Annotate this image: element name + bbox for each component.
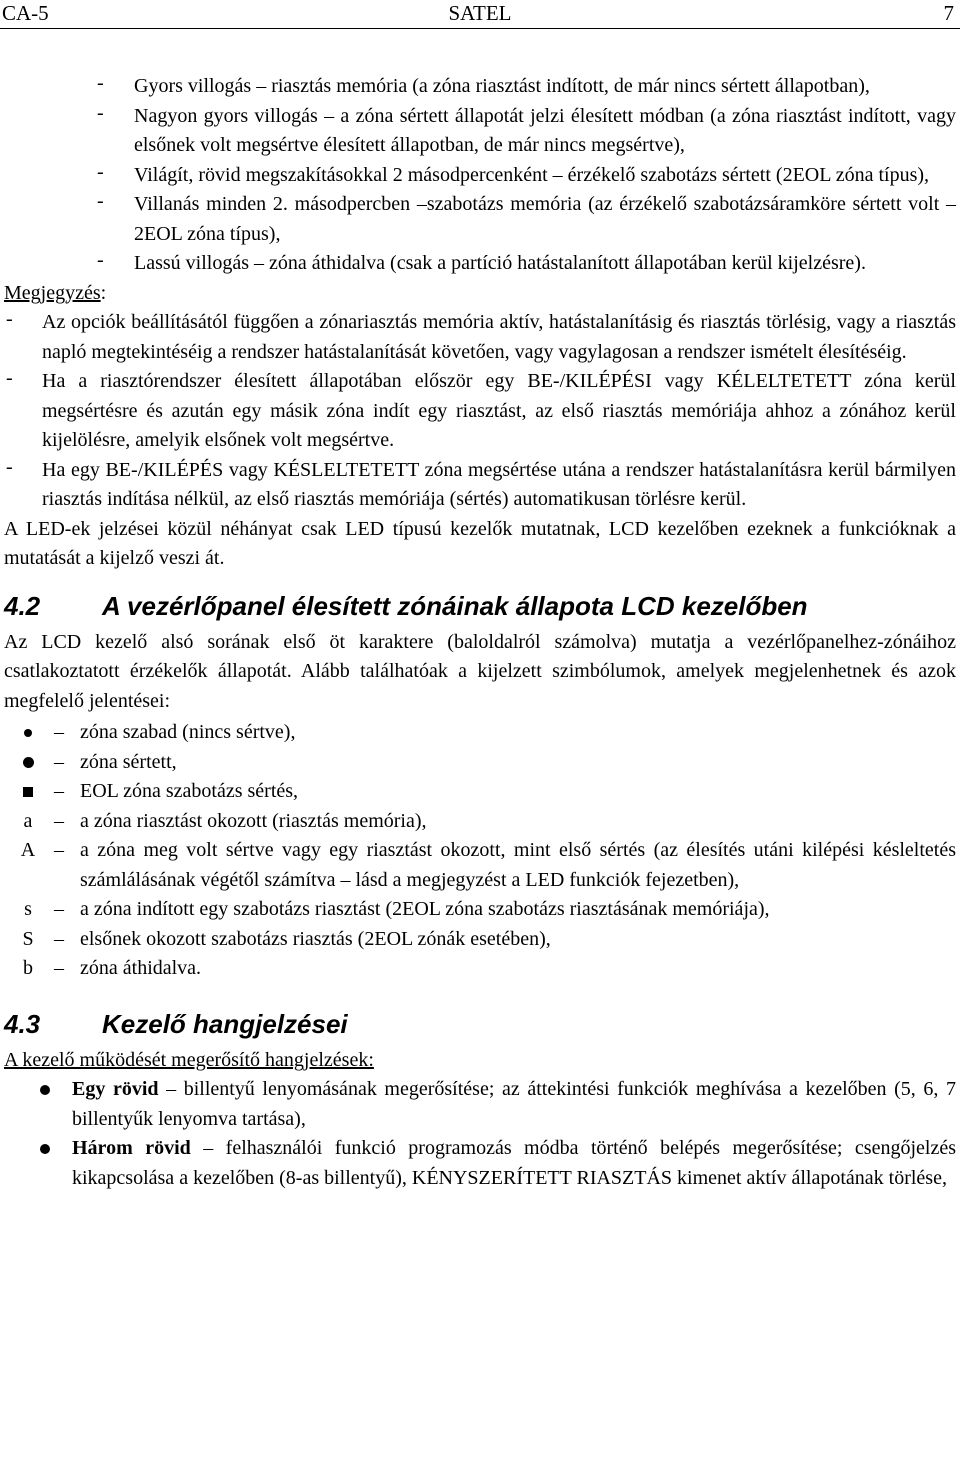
dash-marker: – — [54, 839, 64, 861]
header-page-number: 7 — [943, 1, 954, 25]
dash-marker: - — [6, 367, 13, 389]
note-item-text: Az opciók beállításától függően a zónariasztás memória aktív, hatástalanításig és riasztás törlésig, vagy a riasztás napló megtekintéséig a rendszer hatástalanítását követően, vagy vagylagosan a rendszer ismételt élesítéséig. — [42, 311, 956, 363]
dash-marker: – — [54, 957, 64, 979]
symbol-row — [4, 777, 956, 807]
page-header — [0, 0, 960, 29]
square-icon — [23, 787, 33, 797]
symbol-letter: S — [22, 927, 34, 950]
section-4-3-subtitle: A kezelő működését megerősítő hangjelzések: — [4, 1048, 374, 1071]
dash-marker: - — [97, 101, 104, 124]
symbol-row — [4, 748, 956, 778]
bullet-icon — [40, 1144, 50, 1154]
dash-marker: - — [97, 190, 104, 212]
symbol-glyph — [4, 777, 52, 807]
symbol-row — [4, 925, 956, 955]
symbol-row — [4, 954, 956, 984]
symbol-meaning: a zóna meg volt sértve vagy egy riasztást okozott, mint első sértés (az élesítés utáni kilépési késleltetés számlálásának végétől számítva – lásd a megjegyzést a LED funkciók fejezetben), — [80, 839, 956, 891]
small-dot-icon — [24, 729, 32, 737]
symbol-meaning: zóna áthidalva. — [80, 957, 202, 979]
symbol-row — [4, 836, 956, 895]
list-item-text: Villanás minden 2. másodpercben –szabotázs memória (az érzékelő szabotázsáramköre sértett volt – 2EOL zóna típus), — [134, 193, 956, 245]
bullet-text — [72, 1075, 956, 1134]
symbol-row — [4, 718, 956, 748]
bullet-text — [72, 1134, 956, 1193]
section-number: 4.2 — [4, 590, 41, 621]
note-label: Megjegyzés — [4, 281, 101, 304]
bullet-rest: – felhasználói funkció programozás módba történő belépés megerősítése; csengőjelzés kikapcsolása a kezelőben (8-as billentyű), KÉNYSZERÍTETT RIASZTÁS kimenet aktív állapotának törlése, — [72, 1137, 956, 1189]
dash-marker: – — [54, 809, 64, 832]
bullet-bold: Három rövid — [72, 1137, 191, 1159]
header-left: CA-5 — [2, 1, 49, 25]
section-4-2-intro: Az LCD kezelő alsó sorának első öt karaktere (baloldalról számolva) mutatja a vezérlőpanelhez-zónáihoz csatlakoztatott érzékelők állapotát. Alább találhatóak a kijelzett szimbólumok, amelyek megjelenhetnek és azok megfelelő jelentései: — [4, 630, 956, 712]
symbol-meaning: a zóna riasztást okozott (riasztás memória), — [80, 809, 427, 832]
list-item-text: Nagyon gyors villogás – a zóna sértett állapotát jelzi élesített módban (a zóna riasztást indított, vagy elsőnek volt megsértve élesített állapotban, de már nincs megsértve), — [134, 104, 956, 156]
bullet-item — [4, 1075, 956, 1134]
bullet-bold: Egy rövid — [72, 1078, 159, 1100]
note-heading — [4, 279, 956, 309]
symbol-meaning: zóna szabad (nincs sértve), — [80, 721, 296, 743]
note-colon: : — [100, 281, 107, 304]
section-4-2-title — [4, 590, 956, 622]
note-list — [4, 308, 956, 515]
bullet-icon — [40, 1085, 50, 1095]
symbol-letter: s — [24, 898, 32, 920]
led-state-list — [4, 72, 956, 279]
section-title-text: Kezelő hangjelzései — [102, 1008, 348, 1039]
symbol-meaning: zóna sértett, — [80, 750, 177, 773]
list-item — [4, 249, 956, 279]
dash-marker: - — [6, 455, 13, 478]
symbol-list — [4, 718, 956, 984]
bullet-item — [4, 1134, 956, 1193]
led-paragraph: A LED-ek jelzései közül néhányat csak LED típusú kezelők mutatnak, LCD kezelőben ezeknek a funkcióknak a mutatását a kijelző veszi át. — [4, 517, 956, 569]
section-4-3-title — [4, 1008, 956, 1040]
dash-marker: - — [97, 72, 104, 94]
symbol-glyph — [4, 748, 52, 778]
note-item-text: Ha a riasztórendszer élesített állapotában először egy BE-/KILÉPÉSI vagy KÉLELTETETT zóna kerül megsértésre és azután egy másik zóna indít egy riasztást, az első riasztás memóriája ahhoz a zónához kerül kijelölésre, amelyik elsőnek volt megsértve. — [42, 370, 956, 451]
dash-marker: – — [54, 927, 64, 950]
symbol-row — [4, 895, 956, 925]
note-item — [4, 367, 956, 456]
symbol-row — [4, 807, 956, 837]
section-number: 4.3 — [4, 1008, 41, 1039]
symbol-glyph — [4, 718, 52, 748]
section-title-text: A vezérlőpanel élesített zónáinak állapota LCD kezelőben — [102, 590, 808, 621]
large-dot-icon — [23, 757, 34, 768]
list-item-text: Lassú villogás – zóna áthidalva (csak a partíció hatástalanított állapotában kerül kijelzésre). — [134, 252, 866, 274]
dash-marker: – — [54, 780, 64, 802]
beep-list — [4, 1075, 956, 1193]
symbol-letter: a — [23, 809, 33, 832]
dash-marker: - — [6, 308, 13, 330]
list-item-text: Világít, rövid megszakításokkal 2 másodpercenként – érzékelő szabotázs sértett (2EOL zóna típus), — [134, 163, 930, 186]
list-item — [4, 190, 956, 249]
symbol-letter: b — [23, 957, 33, 979]
symbol-meaning: elsőnek okozott szabotázs riasztás (2EOL zónák esetében), — [80, 927, 551, 950]
note-item — [4, 308, 956, 367]
list-item — [4, 161, 956, 191]
header-center: SATEL — [448, 1, 512, 25]
dash-marker: – — [54, 750, 64, 773]
note-item — [4, 456, 956, 515]
bullet-rest: – billentyű lenyomásának megerősítése; az áttekintési funkciók meghívása a kezelőben (5, 6, 7 billentyűk lenyomva tartása), — [72, 1078, 956, 1130]
dash-marker: - — [97, 160, 104, 183]
list-item — [4, 72, 956, 102]
dash-marker: – — [54, 898, 64, 920]
list-item-text: Gyors villogás – riasztás memória (a zóna riasztást indított, de már nincs sértett állapotban), — [134, 75, 870, 97]
list-item — [4, 102, 956, 161]
dash-marker: - — [97, 249, 104, 271]
symbol-meaning: EOL zóna szabotázs sértés, — [80, 780, 299, 802]
symbol-letter: A — [20, 839, 36, 861]
symbol-meaning: a zóna indított egy szabotázs riasztást (2EOL zóna szabotázs riasztásának memóriája), — [80, 898, 770, 920]
page-content — [4, 72, 956, 1193]
note-item-text: Ha egy BE-/KILÉPÉS vagy KÉSLELTETETT zóna megsértése utána a rendszer hatástalanításra kerül bármilyen riasztás indítása nélkül, az első riasztás memóriája (sértés) automatikusan törlésre kerül. — [42, 458, 956, 510]
dash-marker: – — [54, 721, 64, 743]
